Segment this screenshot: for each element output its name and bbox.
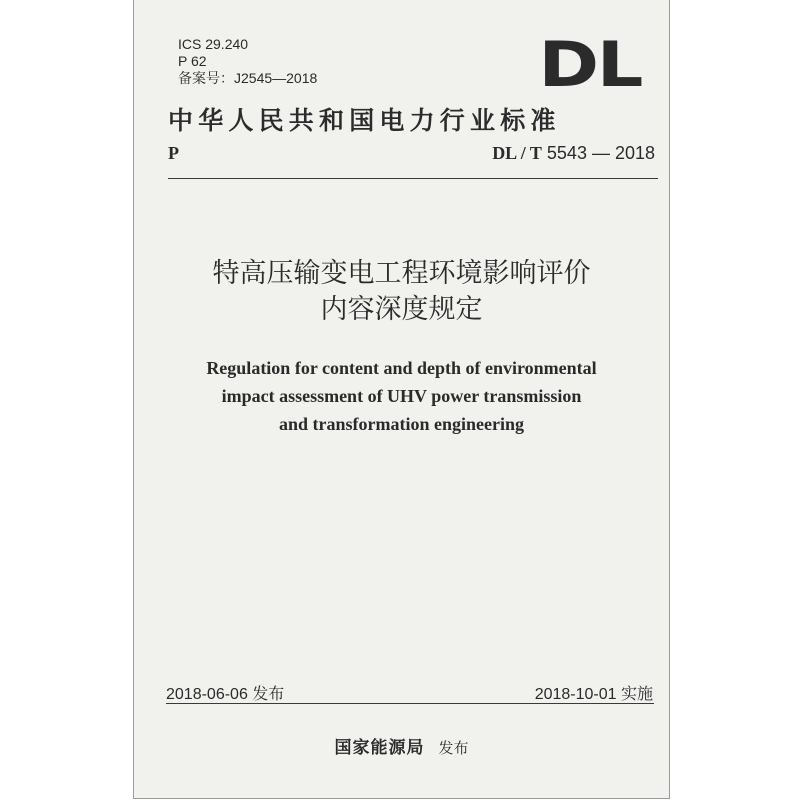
title-chinese	[134, 255, 669, 327]
standard-prefix: DL / T	[492, 143, 542, 163]
issue-date: 2018-06-06 发布	[166, 686, 285, 703]
top-divider	[168, 178, 658, 179]
classification-letter: P	[168, 143, 179, 163]
title-english-line2: impact assessment of UHV power transmission	[221, 386, 582, 406]
publisher	[134, 733, 669, 758]
implementation-date: 2018-10-01 实施	[534, 686, 653, 703]
title-english	[134, 354, 669, 438]
standard-cover	[133, 0, 670, 799]
title-chinese-line1: 特高压输变电工程环境影响评价	[212, 258, 591, 288]
title-english-line1: Regulation for content and depth of environmental	[206, 358, 597, 378]
publisher-name: 国家能源局	[334, 738, 425, 757]
publisher-action: 发布	[438, 740, 469, 757]
standard-number	[492, 143, 655, 164]
standard-code: 5543 — 2018	[546, 143, 655, 163]
title-english-line3: and transformation engineering	[279, 414, 524, 434]
record-number: 备案号：J2545—2018	[178, 70, 318, 86]
classification-codes	[178, 36, 317, 87]
title-chinese-line2: 内容深度规定	[320, 294, 483, 324]
org-title: 中华人民共和国电力行业标准	[168, 106, 561, 135]
ics-code: ICS 29.240	[178, 36, 249, 52]
ccs-code: P 62	[178, 53, 207, 69]
dl-logo: DL	[538, 28, 641, 101]
bottom-divider	[166, 703, 654, 704]
